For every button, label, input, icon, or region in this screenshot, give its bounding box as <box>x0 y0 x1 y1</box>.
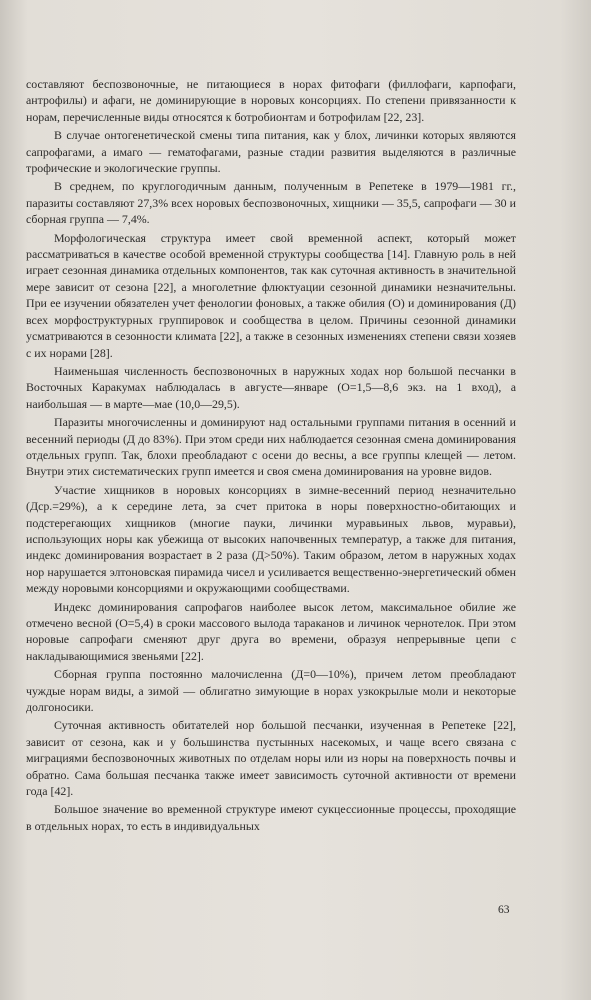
paragraph-11: Большое значение во временной структуре имеют сукцессионные процессы, проходящие в отдельных норах, то есть в индивидуальных <box>26 802 516 833</box>
paragraph-9: Сборная группа постоянно малочисленна (Д=0—10%), причем летом преобладают чуждые норам виды, а зимой — облигатно зимующие в норах узкокрылые моли и некоторые долгоносики. <box>26 667 516 715</box>
paragraph-3: В среднем, по круглогодичным данным, полученным в Репетеке в 1979—1981 гг., паразиты составляют 27,3% всех норовых беспозвоночных, хищники — 35,5, сапрофаги — 30 и сборная группа — 7,4%. <box>26 179 516 227</box>
paragraph-2: В случае онтогенетической смены типа питания, как у блох, личинки которых являются сапрофагами, а имаго — гематофагами, разные стадии развития выделяются в различные трофические и экологические группы. <box>26 128 516 176</box>
page-number: 63 <box>498 904 510 916</box>
paragraph-7: Участие хищников в норовых консорциях в зимне-весенний период незначительно (Дср.=29%), а к середине лета, за счет притока в норы поверхностно-обитающих и подстерегающих хищников (многие пауки, личинки муравьиных львов, муравьи), использующих норы как убежища от высоких напочвенных температур, а также для питания, индекс доминирования возрастает в 2 раза (Д>50%). Таким образом, летом в наружных ходах нор нарушается элтоновская пирамида чисел и усиливается вещественно-энергетический обмен между норовыми консорциями и окружающими сообществами. <box>26 482 516 596</box>
paragraph-4: Морфологическая структура имеет свой временной аспект, который может рассматриваться в качестве особой временной структуры сообщества [14]. Главную роль в ней играет сезонная динамика отдельных компонентов, так как суточная активность в значительной мере зависит от сезона [22], а многолетние флюктуации сезонной динамики незначительны. При ее изучении обязателен учет фенологии фоновых, а также обилия (О) и доминирования (Д) всех морфоструктурных группировок и сообщества в целом. Причины сезонной динамики усматриваются в сезонности климата [22], а также в сезонных изменениях степени связи хозяев с их норами [28]. <box>26 230 516 360</box>
paragraph-6: Паразиты многочисленны и доминируют над остальными группами питания в осенний и весенний периоды (Д до 83%). При этом среди них наблюдается сезонная смена доминирования отдельных групп. Так, блохи преобладают с осени до весны, а все группы клещей — летом. Внутри этих систематических групп имеется и своя смена доминирования на уровне видов. <box>26 415 516 479</box>
text-column <box>26 76 516 836</box>
paragraph-10: Суточная активность обитателей нор большой песчанки, изученная в Репетеке [22], зависит от сезона, как и у большинства пустынных насекомых, и чаще всего связана с миграциями беспозвоночных животных по отделам норы или из норы на поверхность почвы и обратно. Сама большая песчанка также имеет зависимость суточной активности от времени года [42]. <box>26 718 516 799</box>
paragraph-8: Индекс доминирования сапрофагов наиболее высок летом, максимальное обилие же отмечено весной (О=5,4) в сроки массового вылода тараканов и личинок чернотелок. При этом норовые сапрофаги сменяют друг друга во времени, образуя непрерывные цепи с накладывающимися звеньями [22]. <box>26 599 516 663</box>
paragraph-5: Наименьшая численность беспозвоночных в наружных ходах нор большой песчанки в Восточных Каракумах наблюдалась в августе—январе (О=1,5—8,6 экз. на 1 вход), а наибольшая — в марте—мае (10,0—29,5). <box>26 363 516 411</box>
paragraph-1: составляют беспозвоночные, не питающиеся в норах фитофаги (филлофаги, карпофаги, антрофилы) и афаги, не доминирующие в норовых консорциях. По степени привязанности к норам, перечисленные виды относятся к ботробионтам и ботрофилам [22, 23]. <box>26 77 516 124</box>
